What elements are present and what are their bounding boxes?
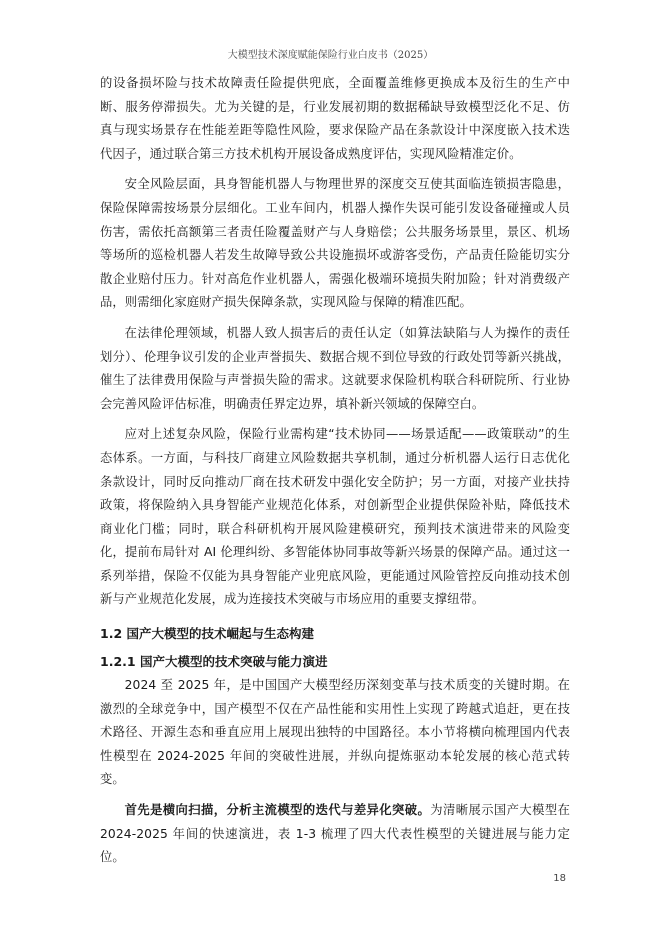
paragraph-text: 为清晰展示国产大模型在 2024-2025 年间的快速演进，表 1-3 梳理了四大代表性模型的关键进展与能力定位。 [100, 803, 570, 865]
body-paragraph: 应对上述复杂风险，保险行业需构建“技术协同——场景适配——政策联动”的生态体系。一方面，与科技厂商建立风险数据共享机制，通过分析机器人运行日志优化条款设计，同时反向推动厂商在技术研发中强化安全防护；另一方面，对接产业扶持政策，将保险纳入具身智能产业规范化体系，对创新型企业提供保险补贴，降低技术商业化门槛；同时，联合科研机构开展风险建模研究，预判技术演进带来的风险变化，提前布局针对 AI 伦理纠纷、多智能体协同事故等新兴场景的保障产品。通过这一系列举措，保险不仅能为具身智能产业兜底风险，更能通过风险管控反向推动技术创新与产业规范化发展，成为连接技术突破与市场应用的重要支撑纽带。 [100, 427, 570, 607]
emphasis-text: 首先是横向扫描，分析主流模型的迭代与差异化突破。 [124, 803, 431, 818]
body-paragraph: 2024 至 2025 年，是中国国产大模型经历深刻变革与技术质变的关键时期。在激烈的全球竞争中，国产模型不仅在产品性能和实用性上实现了跨越式追赶，更在技术路径、开源生态和垂直应用上展现出独特的中国路径。本小节将横向梳理国内代表性模型在 2024-2025 年间的突破性进展，并纵向提炼驱动本轮发展的核心范式转变。 [100, 678, 570, 787]
section-heading: 1.2 国产大模型的技术崛起与生态构建 [100, 626, 314, 642]
running-header: 大模型技术深度赋能保险行业白皮书（2025） [227, 50, 434, 61]
body-paragraph: 在法律伦理领域，机器人致人损害后的责任认定（如算法缺陷与人为操作的责任划分）、伦理争议引发的企业声誉损失、数据合规不到位导致的行政处罚等新兴挑战，催生了法律费用保险与声誉损失险的需求。这就要求保险机构联合科研院所、行业协会完善风险评估标准，明确责任界定边界，填补新兴领域的保障空白。 [100, 325, 570, 411]
body-paragraph [100, 799, 570, 870]
page-number: 18 [553, 873, 566, 884]
body-paragraph: 安全风险层面，具身智能机器人与物理世界的深度交互使其面临连锁损害隐患，保险保障需按场景分层细化。工业车间内，机器人操作失误可能引发设备碰撞或人员伤害，需依托高额第三者责任险覆盖财产与人身赔偿；公共服务场景里，景区、机场等场所的巡检机器人若发生故障导致公共设施损坏或游客受伤，产品责任险能切实分散企业赔付压力。针对高危作业机器人，需强化极端环境损失附加险；针对消费级产品，则需细化家庭财产损失保障条款，实现风险与保障的精准匹配。 [100, 177, 570, 310]
page-body [100, 72, 570, 870]
subsection-heading: 1.2.1 国产大模型的技术突破与能力演进 [100, 654, 328, 670]
body-paragraph: 的设备损坏险与技术故障责任险提供兜底，全面覆盖维修更换成本及衍生的生产中断、服务停滞损失。尤为关键的是，行业发展初期的数据稀缺导致模型泛化不足、仿真与现实场景存在性能差距等隐性风险，要求保险产品在条款设计中深度嵌入技术迭代因子，通过联合第三方技术机构开展设备成熟度评估，实现风险精准定价。 [100, 76, 570, 161]
